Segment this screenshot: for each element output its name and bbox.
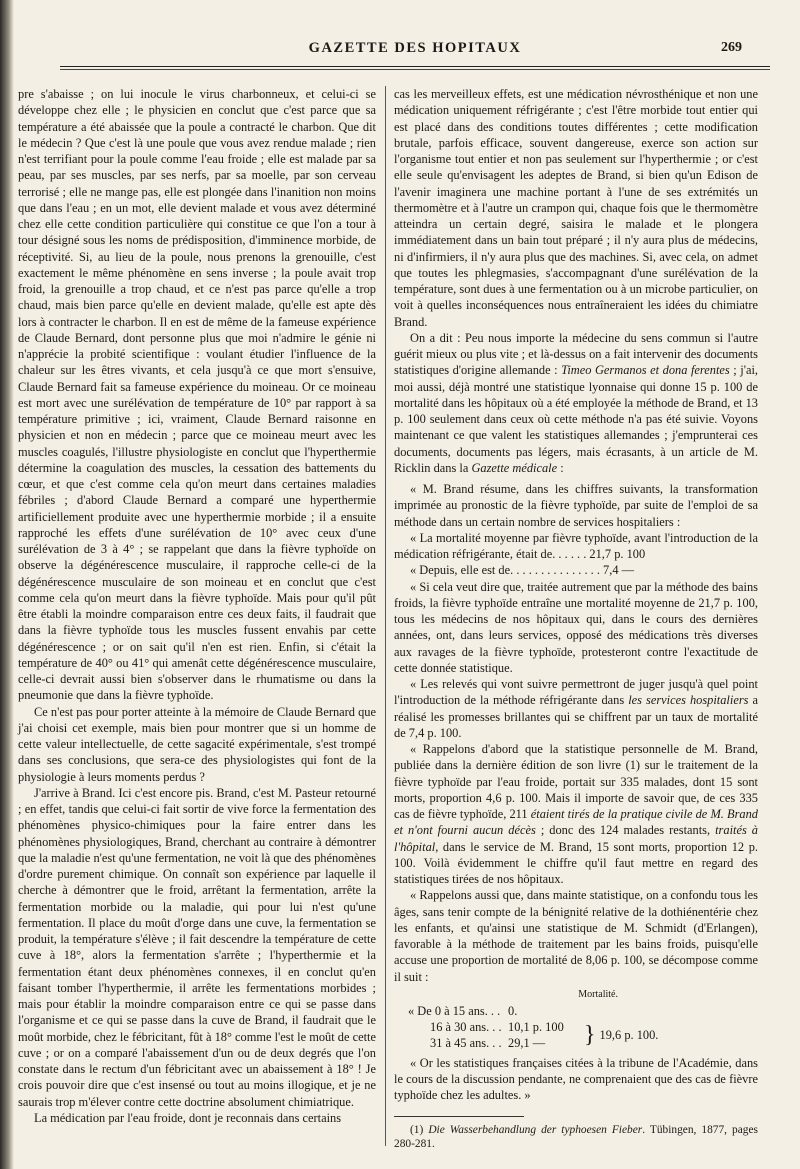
page-number: 269 [721, 40, 742, 55]
page-header [60, 40, 770, 62]
right-column [394, 86, 758, 1152]
table-row [394, 1003, 758, 1019]
age-cell: 16 à 30 ans. . . [430, 1019, 502, 1034]
paragraph: « Si cela veut dire que, traitée autrement que par la méthode des bains froids, la fièvre typhoïde entraîne une mortalité moyenne de 21,7 p. 100, tous les médecins de nos hôpitaux qui, dans le cours des dernières années, ont, dans leurs services, opposé des médications très diverses aux ravages de la fièvre typhoïde, protesteront contre l'exactitude de cette donnée statistique. [394, 579, 758, 675]
brace-glyph: } [584, 1021, 596, 1048]
paragraph: « Rappelons d'abord que la statistique personnelle de M. Brand, publiée dans la dernière édition de son livre (1) sur le traitement de la fièvre typhoïde par l'eau froide, portait sur 335 malades, dont 15 sont morts, proportion 4,6 p. 100. Mais il importe de savoir que, de ces 335 cas de fièvre typhoïde, 211 étaient tirés de la pratique civile de M. Brand et n'ont fourni aucun décès ; donc des 124 malades restants, traités à l'hôpital, dans le service de M. Brand, 15 sont morts, proportion 12 p. 100. Voilà évidemment le chiffre qu'il faut mettre en regard des statistiques tirées de nos hôpitaux. [394, 742, 759, 886]
paragraph: « Depuis, elle est de. . . . . . . . . . . . . . . 7,4 — [410, 563, 635, 578]
mortality-table [394, 987, 758, 1051]
footnote: (1) Die Wasserbehandlung der typhoesen Fieber. Tübingen, 1877, pages 280-281. [394, 1123, 758, 1150]
paragraph: J'arrive à Brand. Ici c'est encore pis. Brand, c'est M. Pasteur retourné ; en effet, tandis que celui-ci fait sortir de vive force la fermentation des phénomènes physico-chimiques pour la faire entrer dans les phénomènes physiologiques, Brand, cherchant au contraire à démontrer que la maladie n'est qu'une fermentation, ne voit là que des phénomènes d'ordre purement chimique. On connaît son expérience par laquelle il cherche à démontrer que le froid, arrêtant la fermentation, arrête la fermentation morbide ou la maladie, qui pour lui n'est qu'une fermentation. Il place du moût d'orge dans une cuve, la fermentation se produit, la température s'élève ; il fait descendre la température de cette cuve à 18°, alors la fermentation s'arrête ; l'hyperthermie et la fermentation étant deux phénomènes connexes, il en conclut qu'en faisant tomber l'hyperthermie, il arrête les fermentations morbides ; mais pour établir la moindre comparaison entre ce qui se passe dans l'organisme et ce qui se passe dans la cuve de Brand, il faudrait que le moût morbide, chez le fébricitant, fût à 18° comme l'est le moût de cette cuve ; or on a comparé l'abaissement d'un ou de deux degrés que l'on constate dans le rectum d'un fébricitant avec un abaissement à 18° ! Je crois pouvoir dire que c'est insensé ou tout au moins illogique, et je ne saurais trop m'élever contre cette doctrine absolument chimiatrique. [18, 785, 376, 1109]
paragraph: pre s'abaisse ; on lui inocule le virus charbonneux, et celui-ci se développe chez elle ; le physicien en conclut que c'est parce que sa température a été abaissée que la poule a contracté le charbon. Que dit le médecin ? Que c'est là une poule que vous avez rendue malade ; rien n'est terrifiant pour la poule comme l'eau froide ; elle est malade par sa peau, par ses muscles, par ses nerfs, par sa moelle, par son cerveau terrorisé ; elle ne mange pas, elle est plongée dans l'inanition non moins que dans l'eau ; en un mot, elle devient malade et vous avez déterminé chez elle cette condition particulière qui constitue ce que l'on a tour à tour désigné sous les noms de prédisposition, d'imminence morbide, de réceptivité. Si, au lieu de la poule, nous prenons la grenouille, c'est exactement le même phénomène en sens inverse ; la poule avait trop froid, la grenouille a trop chaud, et ce n'est pas parce qu'elle a trop chaud, mais bien parce qu'elle en devient malade, qu'elle est apte dès lors à contracter le charbon. Il en est de même de la fameuse expérience de Claude Bernard, dont personne plus que moi n'admire le génie ni n'apprécie la probité scientifique : voulant étudier l'influence de la chaleur sur les êtres vivants, et cela jusqu'à ce que mort s'ensuive, Claude Bernard fait sa fameuse expérience du moineau. Or ce moineau est mort avec une surélévation de température de 10° par rapport à sa température primitive ; ici, vraiment, Claude Bernard raisonne en physicien et non en médecin ; parce que ce moineau meurt avec les muscles coagulés, l'illustre physiologiste en conclut que l'hyperthermie détermine la coagulation des muscles, la cessation des battements du cœur, et que c'est comme cela qu'on meurt dans certaines maladies fébriles ; d'abord Claude Bernard a comparé une hyperthermie artificiellement produite avec une hyperthermie morbide ; il a ensuite rapproché les effets d'une surélévation de 10° avec ceux d'une surélévation de 3 à 4° ; se rappelant que dans la fièvre typhoïde on observe la dégénérescence musculaire, il rapproche celle-ci de la dégénérescence musculaire de son moineau et en conclut que c'est comme cela qu'on meurt dans la fièvre typhoïde. Mais pour qu'il pût être établi la moindre comparaison entre ces deux faits, il faudrait que dans la fièvre typhoïde tous les muscles fussent envahis par cette dégénérescence ; or on sait qu'il n'en est rien. Enfin, si c'était la température de 40° ou 41° qui amenât cette dégénérescence musculaire, celle-ci devrait aussi bien s'observer dans le rhumatisme ou dans la pneumonie que dans la fièvre typhoïde. [18, 87, 376, 703]
paragraph: La médication par l'eau froide, dont je reconnais dans certains [34, 1110, 342, 1125]
mortality-cell: 29,1 — [508, 1035, 546, 1050]
table-group [394, 1019, 758, 1051]
page-edge-shadow [0, 0, 14, 1169]
footnote-rule [394, 1116, 524, 1117]
table-row [394, 1019, 584, 1035]
table-header: Mortalité. [578, 988, 618, 1000]
paragraph: « Rappelons aussi que, dans mainte statistique, on a confondu tous les âges, sans tenir compte de la bénignité relative de la dothiénentérie chez les enfants, et qu'ainsi une statistique de M. Schmidt (d'Erlangen), favorable à la méthode de traitement par les bains froids, puisqu'elle accuse une proportion de mortalité de 8,06 p. 100, se décompose comme il suit : [394, 888, 758, 984]
table-row [394, 1035, 584, 1051]
age-cell: « De 0 à 15 ans. . . [408, 1003, 501, 1018]
mortality-cell: 0. [508, 1003, 518, 1018]
paragraph: « Or les statistiques françaises citées à la tribune de l'Académie, dans le cours de la discussion pendante, ne comprenaient que des cas de fièvre typhoïde chez les adultes. » [394, 1055, 758, 1103]
left-column [18, 86, 376, 1126]
table-group-rows [394, 1019, 584, 1051]
running-title: GAZETTE DES HOPITAUX [308, 40, 522, 56]
age-cell: 31 à 45 ans. . . [430, 1035, 502, 1050]
paragraph: « La mortalité moyenne par fièvre typhoïde, avant l'introduction de la médication réfrigérante, était de. . . . . . 21,7 p. 100 [394, 530, 758, 561]
paragraph: « Les relevés qui vont suivre permettront de juger jusqu'à quel point l'introduction de la méthode réfrigérante dans les services hospitaliers a réalisé les promesses brillantes qui se chiffrent par un taux de mortalité de 7,4 p. 100. [394, 677, 758, 740]
header-rule-thin [60, 69, 770, 70]
paragraph: « M. Brand résume, dans les chiffres suivants, la transformation imprimée au pronostic de la fièvre typhoïde, par suite de l'emploi de sa méthode dans un certain nombre de services hospitaliers : [394, 482, 758, 529]
paragraph: cas les merveilleux effets, est une médication névrosthénique et non une médication uniquement réfrigérante ; c'est l'être morbide tout entier qui est placé dans des conditions toutes différentes ; cette modification brutale, parfois efficace, souvent dangereuse, exerce son action sur l'organisme tout entier et non pas seulement sur l'hyperthermie ; or c'est elle seule qu'envisagent les adeptes de Brand, si bien qu'un Edison de l'avenir imaginera une machine portant à l'une de ses extrémités un thermomètre et à l'autre un crampon qui, chaque fois que le thermomètre atteindra un certain degré, saisira le malade et le plongera immédiatement dans un bain tout préparé ; il n'y aura plus de médecins, ni d'infirmiers, il n'y aura plus que des machines. Si, avec cela, on admet que toutes les phlegmasies, s'accompagnant d'une surélévation de la température, sont dues à une fermentation ou à un microbe particulier, on voit à quelles inconséquences nous entraîneraient les idées du chimiatre Brand. [394, 87, 758, 329]
paragraph: On a dit : Peu nous importe la médecine du sens commun si l'autre guérit mieux ou plus vite ; et là-dessus on a fait intervenir des documents statistiques d'origine allemande : Timeo Germanos et dona ferentes ; j'ai, moi aussi, déjà montré une statistique lyonnaise qui donne 15 p. 100 de mortalité dans les hôpitaux où a été employée la méthode de Brand, et 13 p. 100 seulement dans ceux où cette méthode n'a pas été suivie. Voyons maintenant ce que valent les statistiques allemandes ; j'emprunterai ces documents, documents pas légers, mais écrasants, à un article de M. Ricklin dans la Gazette médicale : [394, 330, 759, 475]
paragraph: Ce n'est pas pour porter atteinte à la mémoire de Claude Bernard que j'ai choisi cet exemple, mais bien pour montrer que si un homme de cette valeur intellectuelle, de cette sagacité expérimentale, s'est trompé dans ses conclusions, que sera-ce des physiologistes qui font de la physiologie à leurs moments perdus ? [18, 704, 376, 784]
combined-mortality: 19,6 p. 100. [599, 1027, 659, 1042]
header-rule [60, 66, 770, 67]
column-divider [385, 86, 386, 1146]
mortality-cell: 10,1 p. 100 [508, 1019, 564, 1034]
